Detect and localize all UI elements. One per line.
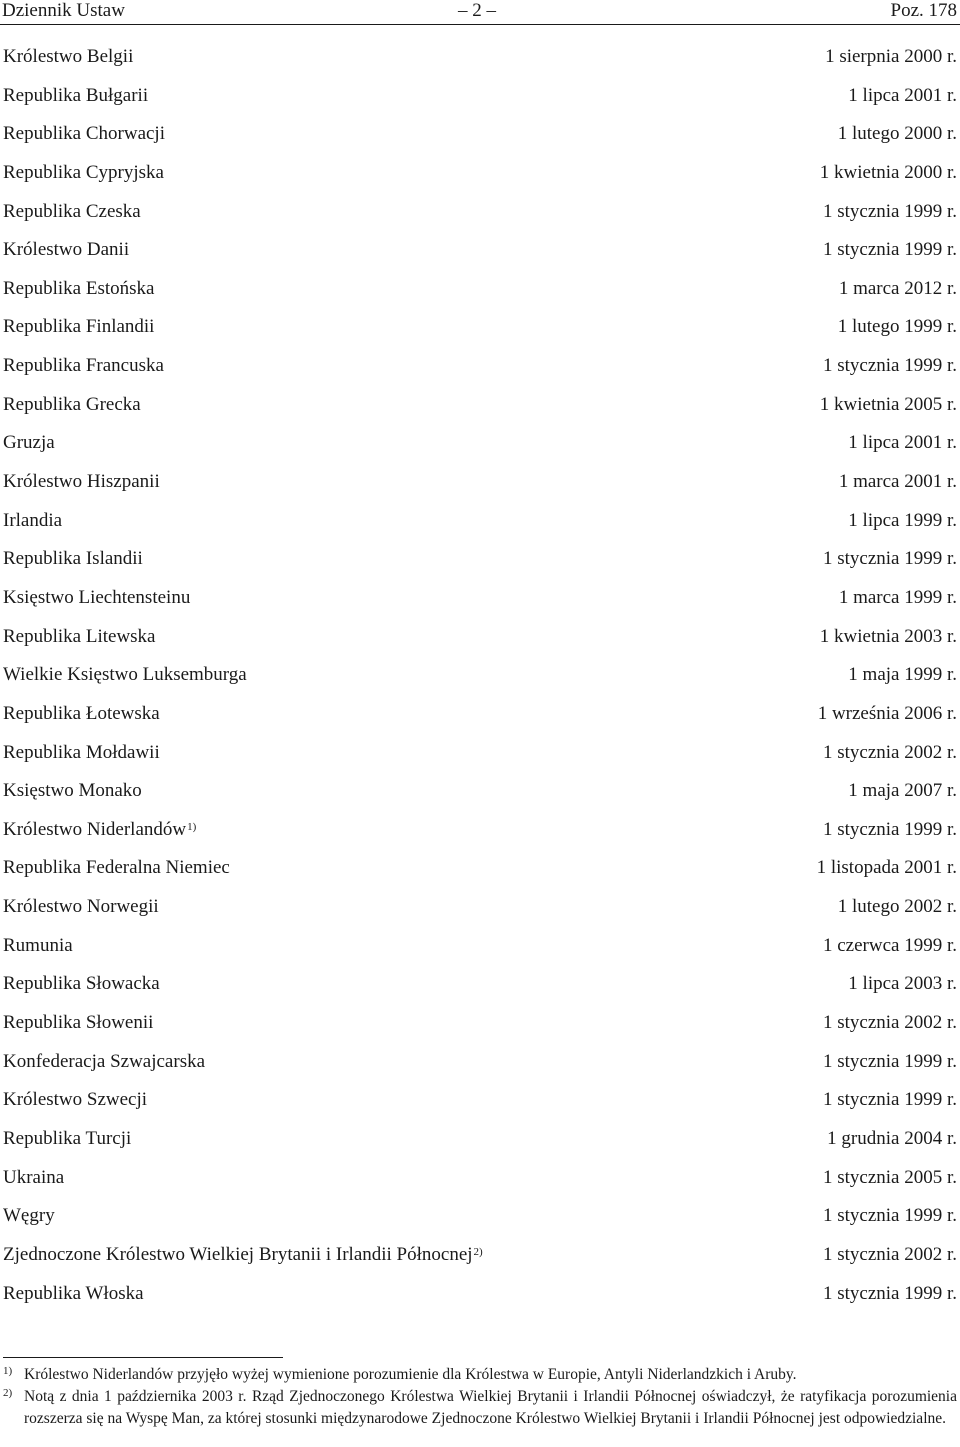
country-name xyxy=(3,508,62,534)
list-item xyxy=(0,971,960,1010)
list-item xyxy=(0,314,960,353)
list-item xyxy=(0,1010,960,1049)
footnote xyxy=(0,1386,960,1430)
country-name xyxy=(3,1242,483,1268)
country-label: Republika Grecka xyxy=(3,393,141,415)
list-item xyxy=(0,1087,960,1126)
effective-date: 1 maja 1999 r. xyxy=(848,664,957,686)
country-date-list xyxy=(0,44,960,1319)
list-item xyxy=(0,121,960,160)
list-item xyxy=(0,662,960,701)
country-name xyxy=(3,1203,55,1229)
country-label: Księstwo Liechtensteinu xyxy=(3,586,191,608)
country-label: Ukraina xyxy=(3,1166,65,1188)
country-label: Republika Włoska xyxy=(3,1282,144,1304)
country-name xyxy=(3,546,143,572)
list-item xyxy=(0,1165,960,1204)
effective-date: 1 listopada 2001 r. xyxy=(816,857,957,879)
country-name xyxy=(3,1165,64,1191)
country-name xyxy=(3,1049,205,1075)
country-label: Republika Finlandii xyxy=(3,316,155,338)
effective-date: 1 marca 2012 r. xyxy=(838,277,957,299)
list-item xyxy=(0,778,960,817)
country-label: Królestwo Hiszpanii xyxy=(3,471,160,493)
country-label: Wielkie Księstwo Luksemburga xyxy=(3,664,247,686)
country-name xyxy=(3,1087,147,1113)
country-label: Republika Słowenii xyxy=(3,1012,154,1034)
country-name xyxy=(3,701,160,727)
footnote-number: 2) xyxy=(3,1387,13,1399)
country-label: Rumunia xyxy=(3,934,73,956)
country-label: Konfederacja Szwajcarska xyxy=(3,1050,206,1072)
effective-date: 1 lipca 2001 r. xyxy=(848,84,957,106)
list-item xyxy=(0,276,960,315)
effective-date: 1 kwietnia 2005 r. xyxy=(819,393,957,415)
effective-date: 1 stycznia 1999 r. xyxy=(822,200,957,222)
country-label: Republika Litewska xyxy=(3,625,156,647)
list-item xyxy=(0,624,960,663)
footnote-ref: 1) xyxy=(187,820,197,833)
effective-date: 1 marca 1999 r. xyxy=(838,586,957,608)
list-item xyxy=(0,392,960,431)
country-name xyxy=(3,83,148,109)
list-item xyxy=(0,855,960,894)
country-name xyxy=(3,933,73,959)
list-item xyxy=(0,1203,960,1242)
country-name xyxy=(3,353,164,379)
country-label: Republika Estońska xyxy=(3,277,155,299)
effective-date: 1 lipca 1999 r. xyxy=(848,509,957,531)
list-item xyxy=(0,1049,960,1088)
footnote-text: Królestwo Niderlandów przyjęło wyżej wymienione porozumienie dla Królestwa w Europie, Antyli Niderlandzkich i Aruby. xyxy=(24,1366,797,1383)
country-label: Republika Bułgarii xyxy=(3,84,149,106)
list-item xyxy=(0,701,960,740)
country-name xyxy=(3,44,133,70)
footnotes xyxy=(0,1364,960,1430)
country-name xyxy=(3,430,55,456)
effective-date: 1 stycznia 1999 r. xyxy=(822,355,957,377)
country-label: Węgry xyxy=(3,1205,55,1227)
effective-date: 1 kwietnia 2000 r. xyxy=(819,161,957,183)
country-name xyxy=(3,1126,131,1152)
effective-date: 1 sierpnia 2000 r. xyxy=(825,46,957,67)
effective-date: 1 stycznia 1999 r. xyxy=(822,1282,957,1304)
country-name xyxy=(3,778,142,804)
country-label: Królestwo Szwecji xyxy=(3,1089,148,1111)
country-name xyxy=(3,624,156,650)
position-number: Poz. 178 xyxy=(890,0,957,21)
country-name xyxy=(3,740,160,766)
effective-date: 1 lipca 2003 r. xyxy=(848,973,957,995)
effective-date: 1 lutego 2002 r. xyxy=(837,896,957,918)
country-label: Republika Mołdawii xyxy=(3,741,160,763)
list-item xyxy=(0,1281,960,1320)
country-name xyxy=(3,276,154,302)
list-item xyxy=(0,894,960,933)
country-label: Księstwo Monako xyxy=(3,780,142,802)
list-item xyxy=(0,469,960,508)
country-label: Republika Chorwacji xyxy=(3,123,165,145)
list-item xyxy=(0,1126,960,1165)
journal-title: Dziennik Ustaw xyxy=(2,0,125,21)
effective-date: 1 stycznia 1999 r. xyxy=(822,1205,957,1227)
country-label: Gruzja xyxy=(3,432,55,454)
country-name xyxy=(3,392,141,418)
list-item xyxy=(0,83,960,122)
country-label: Republika Cypryjska xyxy=(3,161,164,183)
effective-date: 1 stycznia 1999 r. xyxy=(822,1050,957,1072)
country-name xyxy=(3,855,230,881)
country-name xyxy=(3,237,129,263)
effective-date: 1 stycznia 2002 r. xyxy=(822,1012,957,1034)
country-label: Republika Francuska xyxy=(3,355,164,377)
country-label: Republika Federalna Niemiec xyxy=(3,857,230,879)
effective-date: 1 kwietnia 2003 r. xyxy=(819,625,957,647)
footnote-number: 1) xyxy=(3,1365,13,1377)
country-label: Republika Islandii xyxy=(3,548,143,570)
country-name xyxy=(3,314,154,340)
list-item xyxy=(0,933,960,972)
effective-date: 1 stycznia 2002 r. xyxy=(822,741,957,763)
list-item xyxy=(0,546,960,585)
list-item xyxy=(0,44,960,83)
country-label: Królestwo Belgii xyxy=(3,46,134,67)
list-item xyxy=(0,160,960,199)
country-name xyxy=(3,662,247,688)
list-item xyxy=(0,585,960,624)
country-label: Królestwo Niderlandów xyxy=(3,818,187,840)
country-name xyxy=(3,894,159,920)
effective-date: 1 stycznia 1999 r. xyxy=(822,239,957,261)
country-name xyxy=(3,121,165,147)
effective-date: 1 stycznia 2002 r. xyxy=(822,1243,957,1265)
effective-date: 1 marca 2001 r. xyxy=(838,471,957,493)
effective-date: 1 lutego 1999 r. xyxy=(837,316,957,338)
list-item xyxy=(0,237,960,276)
country-name xyxy=(3,1281,144,1307)
list-item xyxy=(0,430,960,469)
country-label: Królestwo Danii xyxy=(3,239,130,261)
list-item xyxy=(0,817,960,856)
list-item xyxy=(0,199,960,238)
effective-date: 1 lipca 2001 r. xyxy=(848,432,957,454)
country-label: Zjednoczone Królestwo Wielkiej Brytanii i Irlandii Północnej xyxy=(3,1243,473,1265)
footnote-text: Notą z dnia 1 października 2003 r. Rząd Zjednoczonego Królestwa Wielkiej Brytanii i Irlandii Północnej oświadczył, że ratyfikacja porozumienia rozszerza się na Wyspę Man, za której stosunki międzynarodowe Zjednoczone Królestwo Wielkiej Brytanii i Irlandii Północnej jest odpowiedzialne. xyxy=(24,1388,957,1427)
effective-date: 1 grudnia 2004 r. xyxy=(827,1127,957,1149)
effective-date: 1 stycznia 2005 r. xyxy=(822,1166,957,1188)
header-rule xyxy=(0,24,960,25)
effective-date: 1 września 2006 r. xyxy=(817,702,957,724)
list-item xyxy=(0,1242,960,1281)
country-label: Republika Turcji xyxy=(3,1127,132,1149)
effective-date: 1 stycznia 1999 r. xyxy=(822,818,957,840)
country-name xyxy=(3,199,141,225)
list-item xyxy=(0,508,960,547)
page-number: – 2 – xyxy=(458,0,496,21)
effective-date: 1 maja 2007 r. xyxy=(848,780,957,802)
effective-date: 1 czerwca 1999 r. xyxy=(823,934,957,956)
effective-date: 1 lutego 2000 r. xyxy=(837,123,957,145)
country-label: Irlandia xyxy=(3,509,63,531)
footnote-separator xyxy=(3,1357,283,1358)
page-header xyxy=(0,0,960,24)
footnote-ref: 2) xyxy=(473,1245,483,1258)
country-name xyxy=(3,160,164,186)
country-label: Republika Łotewska xyxy=(3,702,160,724)
footnote xyxy=(0,1364,960,1386)
country-name xyxy=(3,585,190,611)
effective-date: 1 stycznia 1999 r. xyxy=(822,548,957,570)
country-name xyxy=(3,817,196,843)
effective-date: 1 stycznia 1999 r. xyxy=(822,1089,957,1111)
country-label: Republika Słowacka xyxy=(3,973,160,995)
country-name xyxy=(3,1010,153,1036)
country-label: Republika Czeska xyxy=(3,200,141,222)
country-name xyxy=(3,971,160,997)
list-item xyxy=(0,740,960,779)
country-name xyxy=(3,469,160,495)
list-item xyxy=(0,353,960,392)
country-label: Królestwo Norwegii xyxy=(3,896,159,918)
